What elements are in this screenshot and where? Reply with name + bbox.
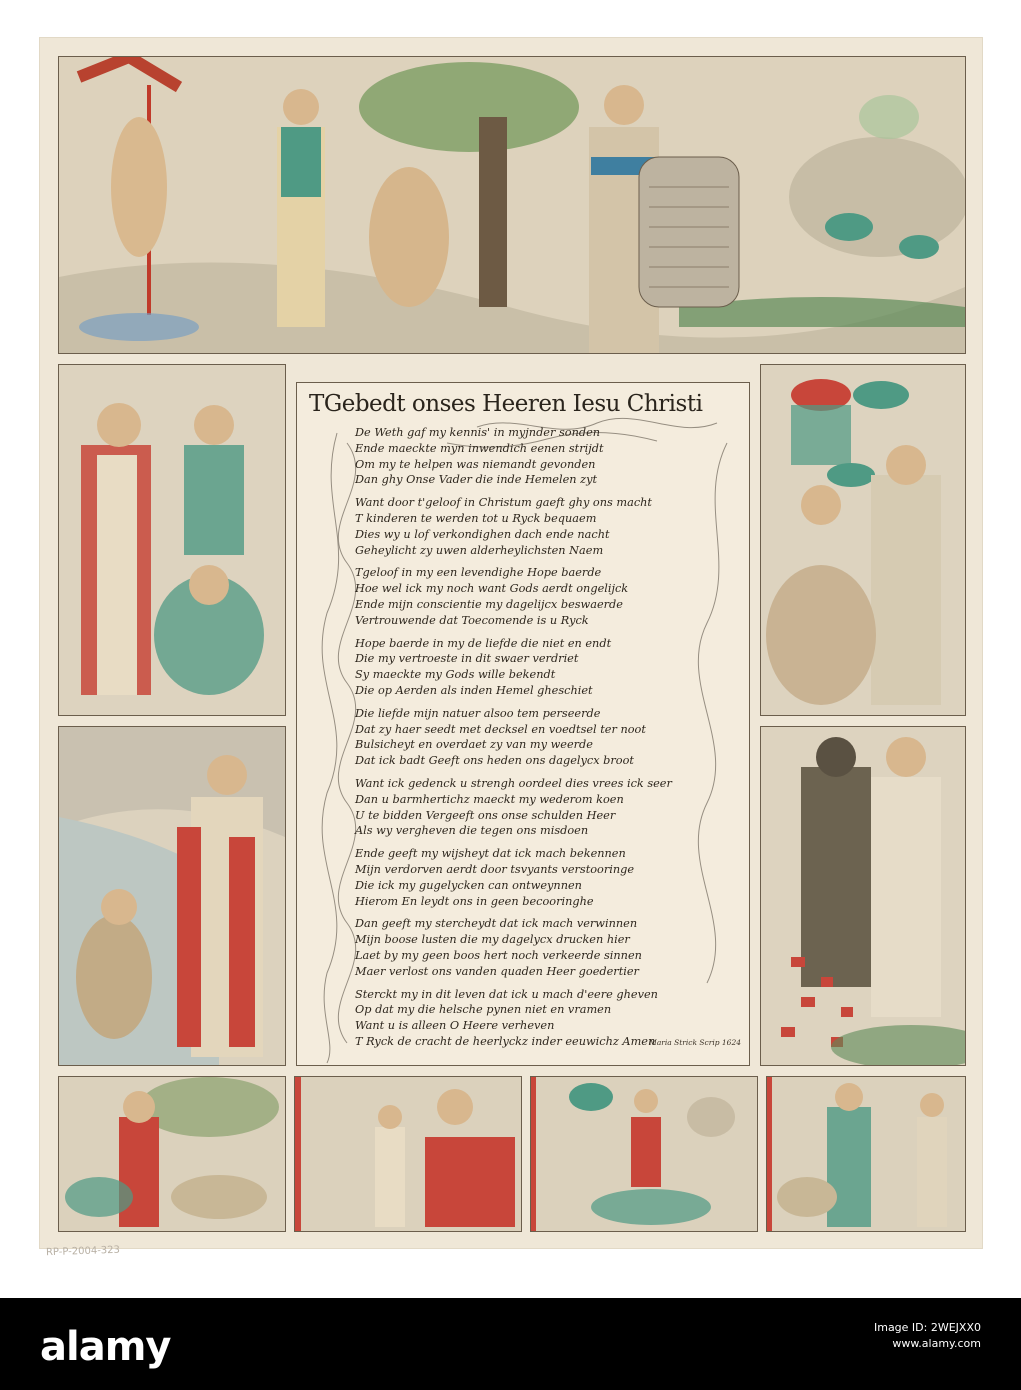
verse-line: Die liefde mijn natuer alsoo tem perseerde (355, 706, 601, 720)
stanza (355, 495, 739, 558)
right-scene-2-engraving (761, 727, 965, 1065)
verse-line: Hope baerde in my de liefde die niet en endt (355, 636, 612, 650)
verse-line: De Weth gaf my kennis' in myjnder sonden (355, 426, 601, 439)
verse-line: Vertrouwende dat Toecomende is u Ryck (355, 613, 589, 627)
right-scene-1 (760, 364, 966, 716)
verse-line: Die my vertroeste in dit swaer verdriet (355, 652, 579, 666)
left-scene-1 (58, 364, 286, 716)
bottom-scene-1-engraving (59, 1077, 285, 1231)
stanza (355, 636, 739, 699)
verse-line: Om my te helpen was niemandt gevonden (355, 457, 596, 471)
prayer-title: TGebedt onses Heeren Iesu Christi (309, 391, 703, 417)
verse-line: Hierom En leydt ons in geen becooringhe (355, 894, 594, 908)
bottom-scene-3 (530, 1076, 758, 1232)
verse-line: Dan geeft my stercheydt dat ick mach verwinnen (355, 917, 638, 931)
top-scene-panel (58, 56, 966, 354)
bottom-scene-2-engraving (295, 1077, 521, 1231)
verse-line: Dan ghy Onse Vader die inde Hemelen zyt (355, 473, 598, 487)
right-scene-1-engraving (761, 365, 965, 715)
stanza (355, 916, 739, 979)
stanza (355, 776, 739, 839)
verse-line: Die ick my gugelycken can ontweynnen (355, 878, 582, 892)
print-sheet (40, 38, 982, 1248)
prayer-text-panel (296, 382, 750, 1066)
verse-line: Want door t'geloof in Christum gaeft ghy ons macht (355, 496, 652, 510)
verse-line: U te bidden Vergeeft ons onse schulden Heer (355, 808, 616, 822)
verse-line: Die op Aerden als inden Hemel gheschiet (355, 683, 593, 697)
verse-line: Mijn verdorven aerdt door tsvyants verstooringe (355, 862, 635, 876)
verse-line: Ende maeckte myn inwendich eenen strijdt (355, 441, 604, 455)
left-scene-2 (58, 726, 286, 1066)
verse-line: T Ryck de cracht de heerlyckz inder eeuwichz Amen (355, 1034, 656, 1048)
verse-line: Sy maeckte my Gods wille bekendt (355, 668, 556, 682)
verse-line: Dies wy u lof verkondighen dach ende nacht (355, 527, 610, 541)
calligrapher-signature: Maria Strick Scrip 1624 (649, 1038, 741, 1047)
bottom-scene-2 (294, 1076, 522, 1232)
left-scene-1-engraving (59, 365, 285, 715)
top-scene-engraving (59, 57, 965, 353)
verse-line: Geheylicht zy uwen alderheylichsten Naem (355, 543, 604, 557)
verse-line: Want ick gedenck u strengh oordeel dies vrees ick seer (355, 777, 672, 790)
verse-line: Ende geeft my wijsheyt dat ick mach bekennen (355, 847, 626, 861)
image-id: Image ID: 2WEJXX0 (873, 1321, 981, 1334)
right-scene-2 (760, 726, 966, 1066)
stanza (355, 565, 739, 628)
verse-line: Laet by my geen boos hert noch verkeerde sinnen (355, 948, 642, 962)
watermark-footer (0, 1298, 1021, 1390)
verse-line: T kinderen te werden tot u Ryck bequaem (355, 511, 597, 525)
left-scene-2-engraving (59, 727, 285, 1065)
verse-line: Bulsicheyt en overdaet zy van my weerde (355, 738, 593, 752)
stanza (355, 425, 739, 488)
image-id-block (874, 1320, 981, 1352)
alamy-logo: alamy (40, 1324, 171, 1370)
verse-line: Ende mijn conscientie my dagelijcx beswaerde (355, 597, 623, 611)
bottom-scene-4-engraving (767, 1077, 965, 1231)
verse-line: Dan u barmhertichz maeckt my wederom koen (355, 792, 624, 806)
verse-line: Dat ick badt Geeft ons heden ons dagelycx broot (355, 754, 634, 768)
verse-line: Sterckt my in dit leven dat ick u mach d'eere gheven (355, 987, 658, 1001)
verse-line: Mijn boose lusten die my dagelycx drucken hier (355, 933, 630, 947)
verse-line: Tgeloof in my een levendighe Hope baerde (355, 566, 602, 580)
alamy-url: www.alamy.com (892, 1337, 981, 1350)
verse-line: Op dat my die helsche pynen niet en vramen (355, 1003, 612, 1017)
stanza (355, 846, 739, 909)
stanza (355, 706, 739, 769)
verse-line: Hoe wel ick my noch want Gods aerdt ongelijck (355, 582, 629, 596)
bottom-scene-1 (58, 1076, 286, 1232)
verse-line: Maer verlost ons vanden quaden Heer goedertier (355, 964, 639, 978)
catalog-number: RP-P-2004-323 (45, 1244, 121, 1259)
verse-line: Want u is alleen O Heere verheven (355, 1019, 555, 1033)
bottom-scene-4 (766, 1076, 966, 1232)
verse-line: Dat zy haer seedt met decksel en voedtsel ter noot (355, 722, 646, 736)
verse-line: Als wy vergheven die tegen ons misdoen (355, 824, 589, 838)
bottom-scene-3-engraving (531, 1077, 757, 1231)
